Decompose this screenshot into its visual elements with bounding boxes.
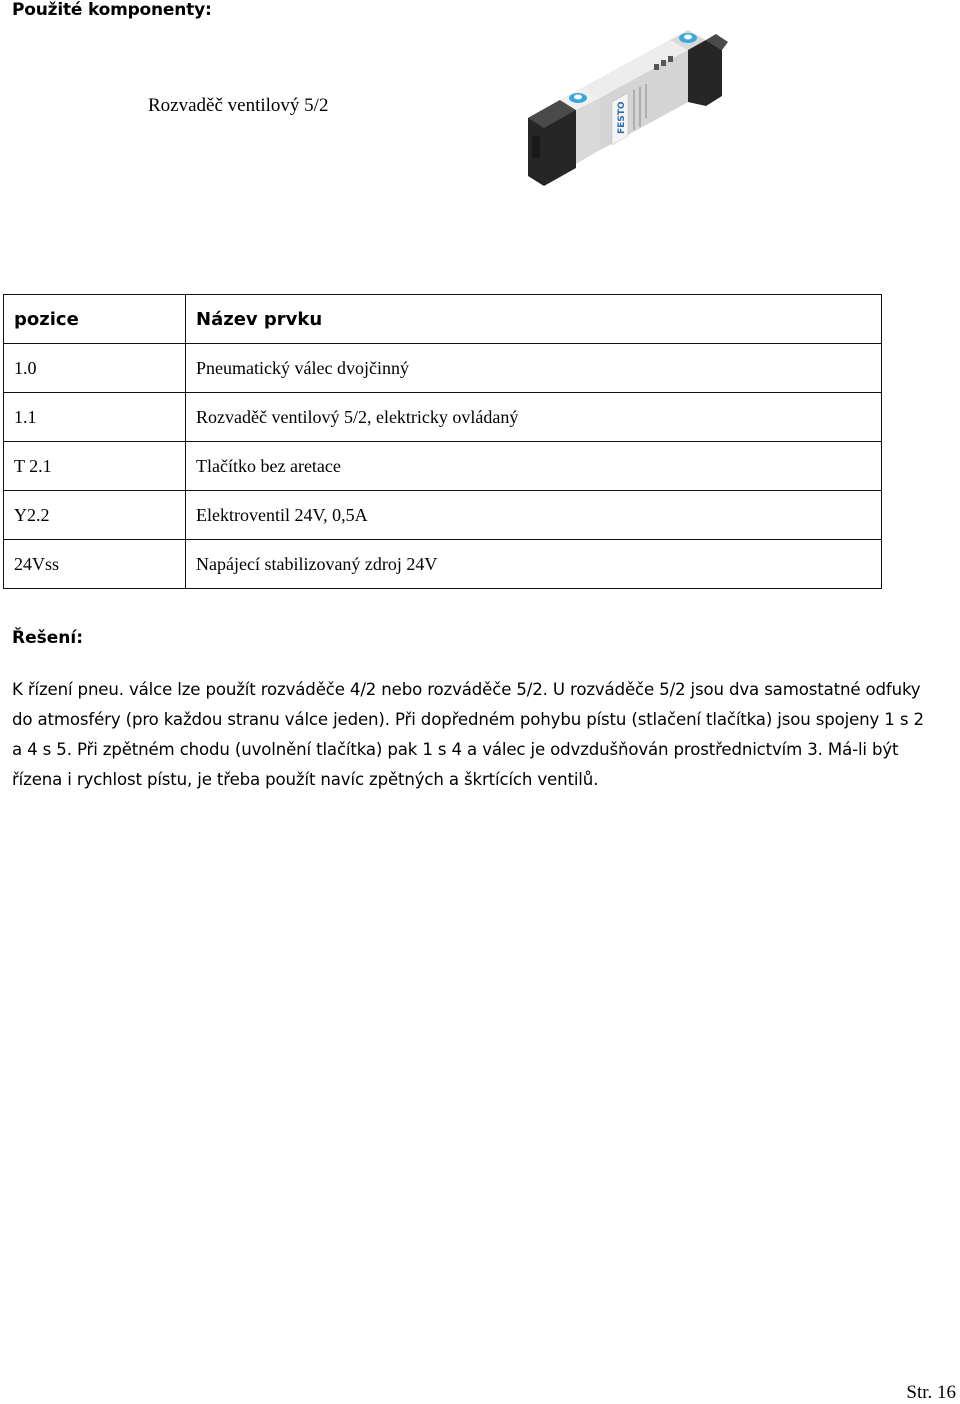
table-row [4, 442, 882, 491]
table-header-row [4, 295, 882, 344]
cell-name: Napájecí stabilizovaný zdroj 24V [186, 540, 882, 589]
solution-heading: Řešení: [12, 628, 83, 648]
components-table [3, 294, 882, 589]
cell-name: Tlačítko bez aretace [186, 442, 882, 491]
paragraph-line: řízena i rychlost pístu, je třeba použít navíc zpětných a škrtících ventilů. [12, 770, 599, 789]
page-number: Str. 16 [906, 1382, 956, 1403]
cell-position: 1.0 [4, 344, 186, 393]
cell-position: 1.1 [4, 393, 186, 442]
valve-caption: Rozvaděč ventilový 5/2 [148, 95, 329, 116]
table-row [4, 393, 882, 442]
header-cell-name: Název prvku [186, 295, 882, 344]
cell-name: Pneumatický válec dvojčinný [186, 344, 882, 393]
cell-position: Y2.2 [4, 491, 186, 540]
cell-position: 24Vss [4, 540, 186, 589]
paragraph-line: do atmosféry (pro každou stranu válce jeden). Při dopředném pohybu pístu (stlačení tlačítka) jsou spojeny 1 s 2 [12, 710, 924, 729]
cell-name: Elektroventil 24V, 0,5A [186, 491, 882, 540]
table-row [4, 540, 882, 589]
header-cell-position: pozice [4, 295, 186, 344]
solution-paragraph [12, 675, 957, 795]
festo-logo-text: FESTO [617, 101, 627, 134]
valve-product-image [520, 18, 730, 188]
table-row [4, 344, 882, 393]
components-heading: Použité komponenty: [12, 0, 212, 20]
paragraph-line: K řízení pneu. válce lze použít rozváděče 4/2 nebo rozváděče 5/2. U rozváděče 5/2 jsou dva samostatné odfuky [12, 680, 921, 699]
cell-position: T 2.1 [4, 442, 186, 491]
table-row [4, 491, 882, 540]
paragraph-line: a 4 s 5. Při zpětném chodu (uvolnění tlačítka) pak 1 s 4 a válec je odvzdušňován prostřednictvím 3. Má-li být [12, 740, 899, 759]
cell-name: Rozvaděč ventilový 5/2, elektricky ovládaný [186, 393, 882, 442]
